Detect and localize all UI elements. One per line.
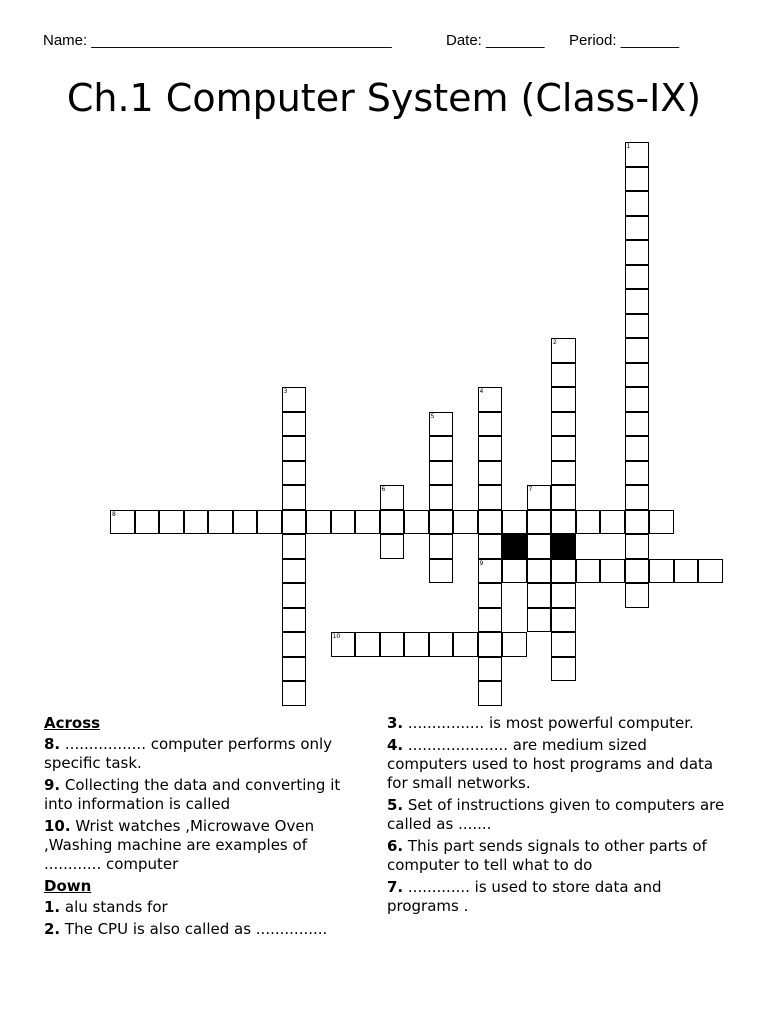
crossword-cell[interactable] <box>282 559 307 584</box>
crossword-cell[interactable] <box>429 559 454 584</box>
clue-number-label: 1 <box>626 143 631 150</box>
clue-number: 5. <box>387 796 404 814</box>
crossword-cell[interactable] <box>331 632 356 657</box>
crossword-cell[interactable] <box>551 657 576 682</box>
crossword-cell[interactable] <box>625 363 650 388</box>
crossword-cell[interactable] <box>600 559 625 584</box>
crossword-cell[interactable] <box>625 461 650 486</box>
clue-text: Wrist watches ,Microwave Oven ,Washing machine are examples of ............ computer <box>44 817 315 873</box>
crossword-cell[interactable] <box>478 559 503 584</box>
blocked-cell <box>551 534 576 559</box>
crossword-cell[interactable] <box>551 632 576 657</box>
crossword-cell[interactable] <box>282 583 307 608</box>
crossword-cell[interactable] <box>282 534 307 559</box>
crossword-cell[interactable] <box>502 510 527 535</box>
clue-number: 10. <box>44 817 71 835</box>
crossword-cell[interactable] <box>698 559 723 584</box>
crossword-cell[interactable] <box>282 510 307 535</box>
clue-item <box>44 817 364 874</box>
crossword-cell[interactable] <box>625 240 650 265</box>
crossword-cell[interactable] <box>380 485 405 510</box>
crossword-cell[interactable] <box>576 559 601 584</box>
clue-text: This part sends signals to other parts of computer to tell what to do <box>387 837 707 874</box>
crossword-cell[interactable] <box>478 583 503 608</box>
date-field[interactable]: Date: _______ <box>446 32 545 49</box>
crossword-cell[interactable] <box>331 510 356 535</box>
clue-item <box>44 776 364 814</box>
crossword-cell[interactable] <box>429 461 454 486</box>
crossword-cell[interactable] <box>551 436 576 461</box>
crossword-cell[interactable] <box>380 534 405 559</box>
clues-right-column <box>387 714 727 919</box>
clue-number: 6. <box>387 837 404 855</box>
crossword-cell[interactable] <box>625 387 650 412</box>
crossword-cell[interactable] <box>625 289 650 314</box>
crossword-cell[interactable] <box>625 583 650 608</box>
clue-number: 9. <box>44 776 61 794</box>
crossword-cell[interactable] <box>551 461 576 486</box>
crossword-cell[interactable] <box>625 191 650 216</box>
crossword-cell[interactable] <box>625 510 650 535</box>
crossword-cell[interactable] <box>429 632 454 657</box>
crossword-cell[interactable] <box>478 534 503 559</box>
crossword-cell[interactable] <box>625 142 650 167</box>
clue-number-label: 7 <box>528 486 533 493</box>
clue-item <box>387 714 727 733</box>
clue-number-label: 8 <box>112 510 116 518</box>
crossword-cell[interactable] <box>551 387 576 412</box>
crossword-cell[interactable] <box>159 510 184 535</box>
crossword-cell[interactable] <box>527 559 552 584</box>
crossword-cell[interactable] <box>355 510 380 535</box>
crossword-cell[interactable] <box>551 559 576 584</box>
page-title: Ch.1 Computer System (Class-IX) <box>66 76 702 120</box>
clue-text: ................. computer performs only specific task. <box>44 735 333 772</box>
crossword-cell[interactable] <box>600 510 625 535</box>
clue-number: 7. <box>387 878 404 896</box>
clue-item <box>387 796 727 834</box>
clue-text: ................ is most powerful computer. <box>403 714 694 732</box>
clue-item <box>44 920 364 939</box>
crossword-cell[interactable] <box>282 632 307 657</box>
crossword-cell[interactable] <box>306 510 331 535</box>
crossword-cell[interactable] <box>478 485 503 510</box>
clue-text: Collecting the data and converting it into information is called <box>44 776 341 813</box>
clue-item <box>44 898 364 917</box>
crossword-cell[interactable] <box>110 510 135 535</box>
clue-text: Set of instructions given to computers are called as ....... <box>387 796 725 833</box>
crossword-cell[interactable] <box>282 387 307 412</box>
crossword-cell[interactable] <box>478 681 503 706</box>
crossword-cell[interactable] <box>282 461 307 486</box>
crossword-cell[interactable] <box>625 314 650 339</box>
crossword-cell[interactable] <box>478 461 503 486</box>
crossword-cell[interactable] <box>649 510 674 535</box>
crossword-cell[interactable] <box>527 583 552 608</box>
crossword-cell[interactable] <box>282 681 307 706</box>
name-field[interactable]: Name: ____________________________________ <box>43 32 392 49</box>
crossword-cell[interactable] <box>551 363 576 388</box>
crossword-cell[interactable] <box>551 510 576 535</box>
crossword-cell[interactable] <box>453 632 478 657</box>
clue-number-label: 6 <box>381 486 386 493</box>
crossword-cell[interactable] <box>404 510 429 535</box>
crossword-cell[interactable] <box>429 436 454 461</box>
clue-number: 1. <box>44 898 61 916</box>
crossword-cell[interactable] <box>135 510 160 535</box>
crossword-cell[interactable] <box>380 632 405 657</box>
crossword-cell[interactable] <box>502 559 527 584</box>
down-heading: Down <box>44 877 92 895</box>
crossword-cell[interactable] <box>257 510 282 535</box>
clue-text: ............. is used to store data and programs . <box>387 878 662 915</box>
clue-text: alu stands for <box>60 898 168 916</box>
clue-item <box>387 837 727 875</box>
crossword-cell[interactable] <box>208 510 233 535</box>
clues-left-column <box>44 714 364 942</box>
crossword-cell[interactable] <box>527 608 552 633</box>
period-field[interactable]: Period: _______ <box>569 32 680 49</box>
crossword-cell[interactable] <box>429 412 454 437</box>
clue-item <box>387 878 727 916</box>
crossword-cell[interactable] <box>282 485 307 510</box>
crossword-cell[interactable] <box>453 510 478 535</box>
crossword-cell[interactable] <box>478 436 503 461</box>
crossword-cell[interactable] <box>527 510 552 535</box>
crossword-cell[interactable] <box>478 510 503 535</box>
crossword-cell[interactable] <box>649 559 674 584</box>
crossword-cell[interactable] <box>625 485 650 510</box>
clue-text: ..................... are medium sized computers used to host programs and data for small networks. <box>387 736 714 792</box>
crossword-cell[interactable] <box>625 338 650 363</box>
clue-number: 4. <box>387 736 404 754</box>
crossword-cell[interactable] <box>576 510 601 535</box>
clue-number-label: 2 <box>553 339 557 346</box>
clue-number: 3. <box>387 714 404 732</box>
crossword-cell[interactable] <box>625 167 650 192</box>
clue-number-label: 3 <box>283 388 288 395</box>
clue-number: 8. <box>44 735 61 753</box>
crossword-cell[interactable] <box>674 559 699 584</box>
crossword-cell[interactable] <box>551 412 576 437</box>
crossword-cell[interactable] <box>282 608 307 633</box>
clue-number-label: 9 <box>479 559 484 567</box>
crossword-cell[interactable] <box>355 632 380 657</box>
crossword-cell[interactable] <box>380 510 405 535</box>
crossword-cell[interactable] <box>551 485 576 510</box>
crossword-cell[interactable] <box>625 559 650 584</box>
crossword-cell[interactable] <box>625 265 650 290</box>
crossword-cell[interactable] <box>502 632 527 657</box>
crossword-cell[interactable] <box>625 534 650 559</box>
crossword-cell[interactable] <box>478 632 503 657</box>
crossword-cell[interactable] <box>625 216 650 241</box>
crossword-cell[interactable] <box>478 412 503 437</box>
clue-item <box>44 735 364 773</box>
clue-number-label: 10 <box>332 633 341 640</box>
crossword-cell[interactable] <box>478 608 503 633</box>
crossword-cell[interactable] <box>233 510 258 535</box>
crossword-cell[interactable] <box>429 510 454 535</box>
clue-number: 2. <box>44 920 61 938</box>
crossword-cell[interactable] <box>429 534 454 559</box>
clue-item <box>387 736 727 793</box>
crossword-cell[interactable] <box>551 583 576 608</box>
crossword-cell[interactable] <box>551 608 576 633</box>
crossword-cell[interactable] <box>527 485 552 510</box>
crossword-cell[interactable] <box>184 510 209 535</box>
crossword-cell[interactable] <box>625 412 650 437</box>
crossword-cell[interactable] <box>404 632 429 657</box>
crossword-cell[interactable] <box>429 485 454 510</box>
clue-text: The CPU is also called as ............... <box>60 920 328 938</box>
clue-number-label: 4 <box>479 388 484 395</box>
crossword-cell[interactable] <box>282 436 307 461</box>
crossword-cell[interactable] <box>478 657 503 682</box>
crossword-cell[interactable] <box>625 436 650 461</box>
crossword-cell[interactable] <box>527 534 552 559</box>
clue-number-label: 5 <box>430 412 435 420</box>
crossword-cell[interactable] <box>282 657 307 682</box>
crossword-cell[interactable] <box>551 338 576 363</box>
crossword-cell[interactable] <box>478 387 503 412</box>
crossword-cell[interactable] <box>282 412 307 437</box>
blocked-cell <box>502 534 527 559</box>
across-heading: Across <box>44 714 101 732</box>
